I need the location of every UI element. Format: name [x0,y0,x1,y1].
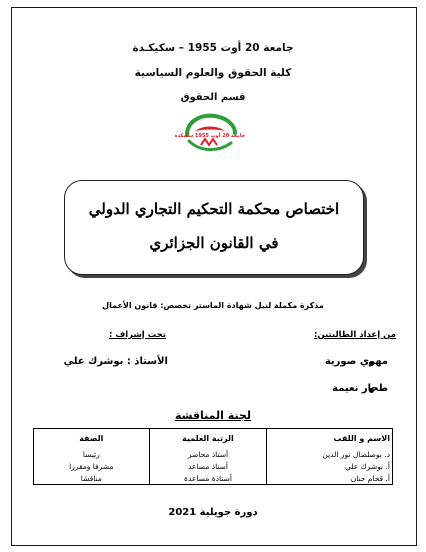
faculty-name: كلية الحقوق والعلوم السياسية [134,67,292,79]
university-name: جامعة 20 أوت 1955 – سكيكـدة [132,42,294,54]
header-rank: الرتبة العلمية [149,429,267,449]
thesis-title-line-2: في القانون الجزائري [149,234,279,252]
student-name-1: مهري صورية [324,356,388,367]
students-label: من إعداد الطالبتين: [314,330,396,340]
header-name: الاسم و اللقب [267,429,393,449]
logo-text: جامعة 20 أوت 1955 سكيكدة [174,133,246,139]
department-name: قسم الحقوق [180,92,246,103]
table-row [34,449,393,461]
jury-member-rank: أستاذ محاضر [149,449,267,461]
logo-red-mark [201,139,217,145]
jury-member-role: رئيسا [34,449,150,461]
jury-member-name: أ. بوشرك علي [267,461,393,473]
table-row [34,473,393,485]
jury-member-rank: أستاذة مساعدة [149,473,267,485]
session-date: دورة جويلية 2021 [168,507,258,518]
supervisor-name: الأستاذ : بوشرك علي [63,356,168,367]
logo-red-wing [195,127,225,132]
university-logo [174,111,246,157]
jury-member-name: د. بوصلصال نور الدين [267,449,393,461]
jury-title: لجنة المناقشة [174,409,251,422]
jury-table-header [34,429,393,449]
title-box [64,180,364,275]
student-name-2: طحار نعيمة [332,383,388,394]
jury-member-name: أ. قحام حنان [267,473,393,485]
jury-member-rank: أستاذ مساعد [149,461,267,473]
header-role: الصفة [34,429,150,449]
jury-member-role: مناقشا [34,473,150,485]
table-row [34,461,393,473]
jury-member-role: مشرفا ومقررا [34,461,150,473]
jury-table [33,428,393,485]
supervisor-label: تحت إشراف : [109,330,166,340]
thesis-title-line-1: اختصاص محكمة التحكيم التجاري الدولي [88,200,340,218]
memo-description: مذكرة مكملة لنيل شهادة الماستر تخصص: قانون الأعمال [102,301,324,310]
